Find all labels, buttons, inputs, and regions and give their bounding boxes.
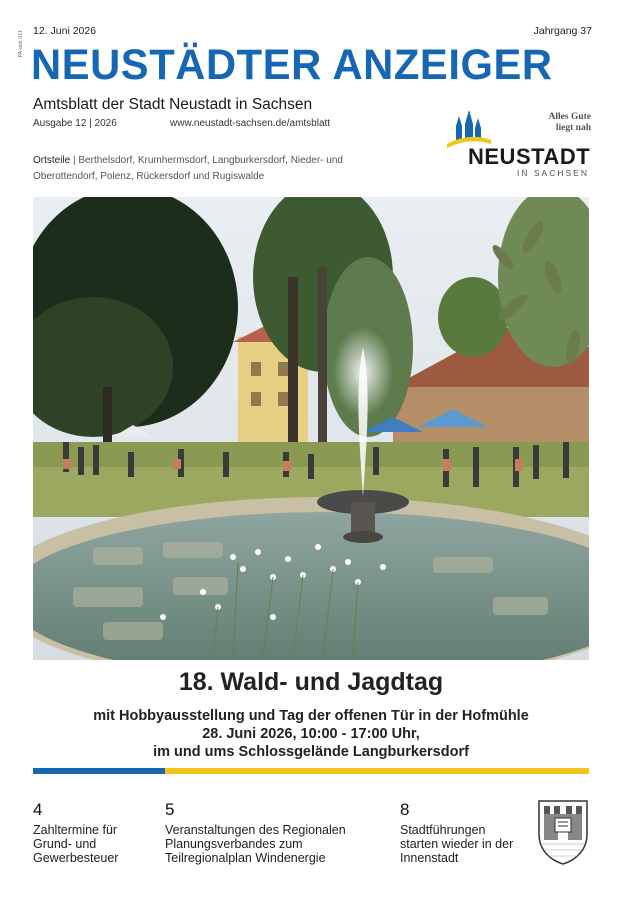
event-banner (33, 660, 589, 768)
issue-date: 12. Juni 2026 (33, 25, 97, 37)
slogan-line-1: Alles Gute (548, 112, 591, 122)
masthead-title: NEUSTÄDTER ANZEIGER (31, 41, 553, 89)
teaser-page-number: 5 (165, 800, 175, 819)
stripe-blue (33, 768, 165, 774)
teaser-page-number: 4 (33, 800, 43, 819)
teaser-text: Stadtführungen starten wieder in der Innenstadt (400, 823, 514, 865)
districts-text (33, 153, 383, 185)
website-link[interactable]: www.neustadt-sachsen.de/amtsblatt (170, 118, 331, 129)
logo-brand: NEUSTADT (468, 144, 591, 169)
teaser-item[interactable] (165, 800, 375, 865)
slogan-line-2: liegt nah (555, 123, 591, 133)
districts-list: | Berthelsdorf, Krumhermsdorf, Langburkersdorf, Nieder- und Oberottendorf, Polenz, Rückersdorf und Rugiswalde (33, 155, 343, 182)
teaser-text: Zahltermine für Grund- und Gewerbesteuer (33, 823, 119, 865)
teaser-item[interactable] (400, 800, 520, 865)
masthead-subtitle: Amtsblatt der Stadt Neustadt in Sachsen (33, 96, 313, 113)
coat-of-arms-icon (536, 798, 590, 866)
city-logo[interactable] (440, 106, 595, 184)
issue-number: Ausgabe 12 | 2026 (33, 118, 117, 129)
logo-brand-sub: IN SACHSEN (517, 168, 589, 178)
logo-slogan (549, 112, 591, 134)
event-title: 18. Wald- und Jagdtag (178, 668, 444, 696)
teaser-item[interactable] (33, 800, 153, 865)
stripe-yellow (165, 768, 589, 774)
cover-photo (33, 197, 589, 660)
color-stripe (33, 768, 589, 774)
fountain-festival-photo (33, 197, 589, 660)
teaser-text: Veranstaltungen des Regionalen Planungsverbandes zum Teilregionalplan Windenergie (165, 823, 346, 865)
event-description: mit Hobbyausstellung und Tag der offenen Tür in der Hofmühle (93, 708, 529, 724)
event-date: 28. Juni 2026, 10:00 - 17:00 Uhr, (202, 726, 420, 742)
teaser-page-number: 8 (400, 800, 410, 819)
volume-label: Jahrgang 37 (533, 25, 592, 37)
print-code: PA-abk 011 (18, 30, 24, 58)
event-location: im und ums Schlossgelände Langburkersdorf (153, 744, 469, 760)
districts-label: Ortsteile (33, 155, 71, 166)
